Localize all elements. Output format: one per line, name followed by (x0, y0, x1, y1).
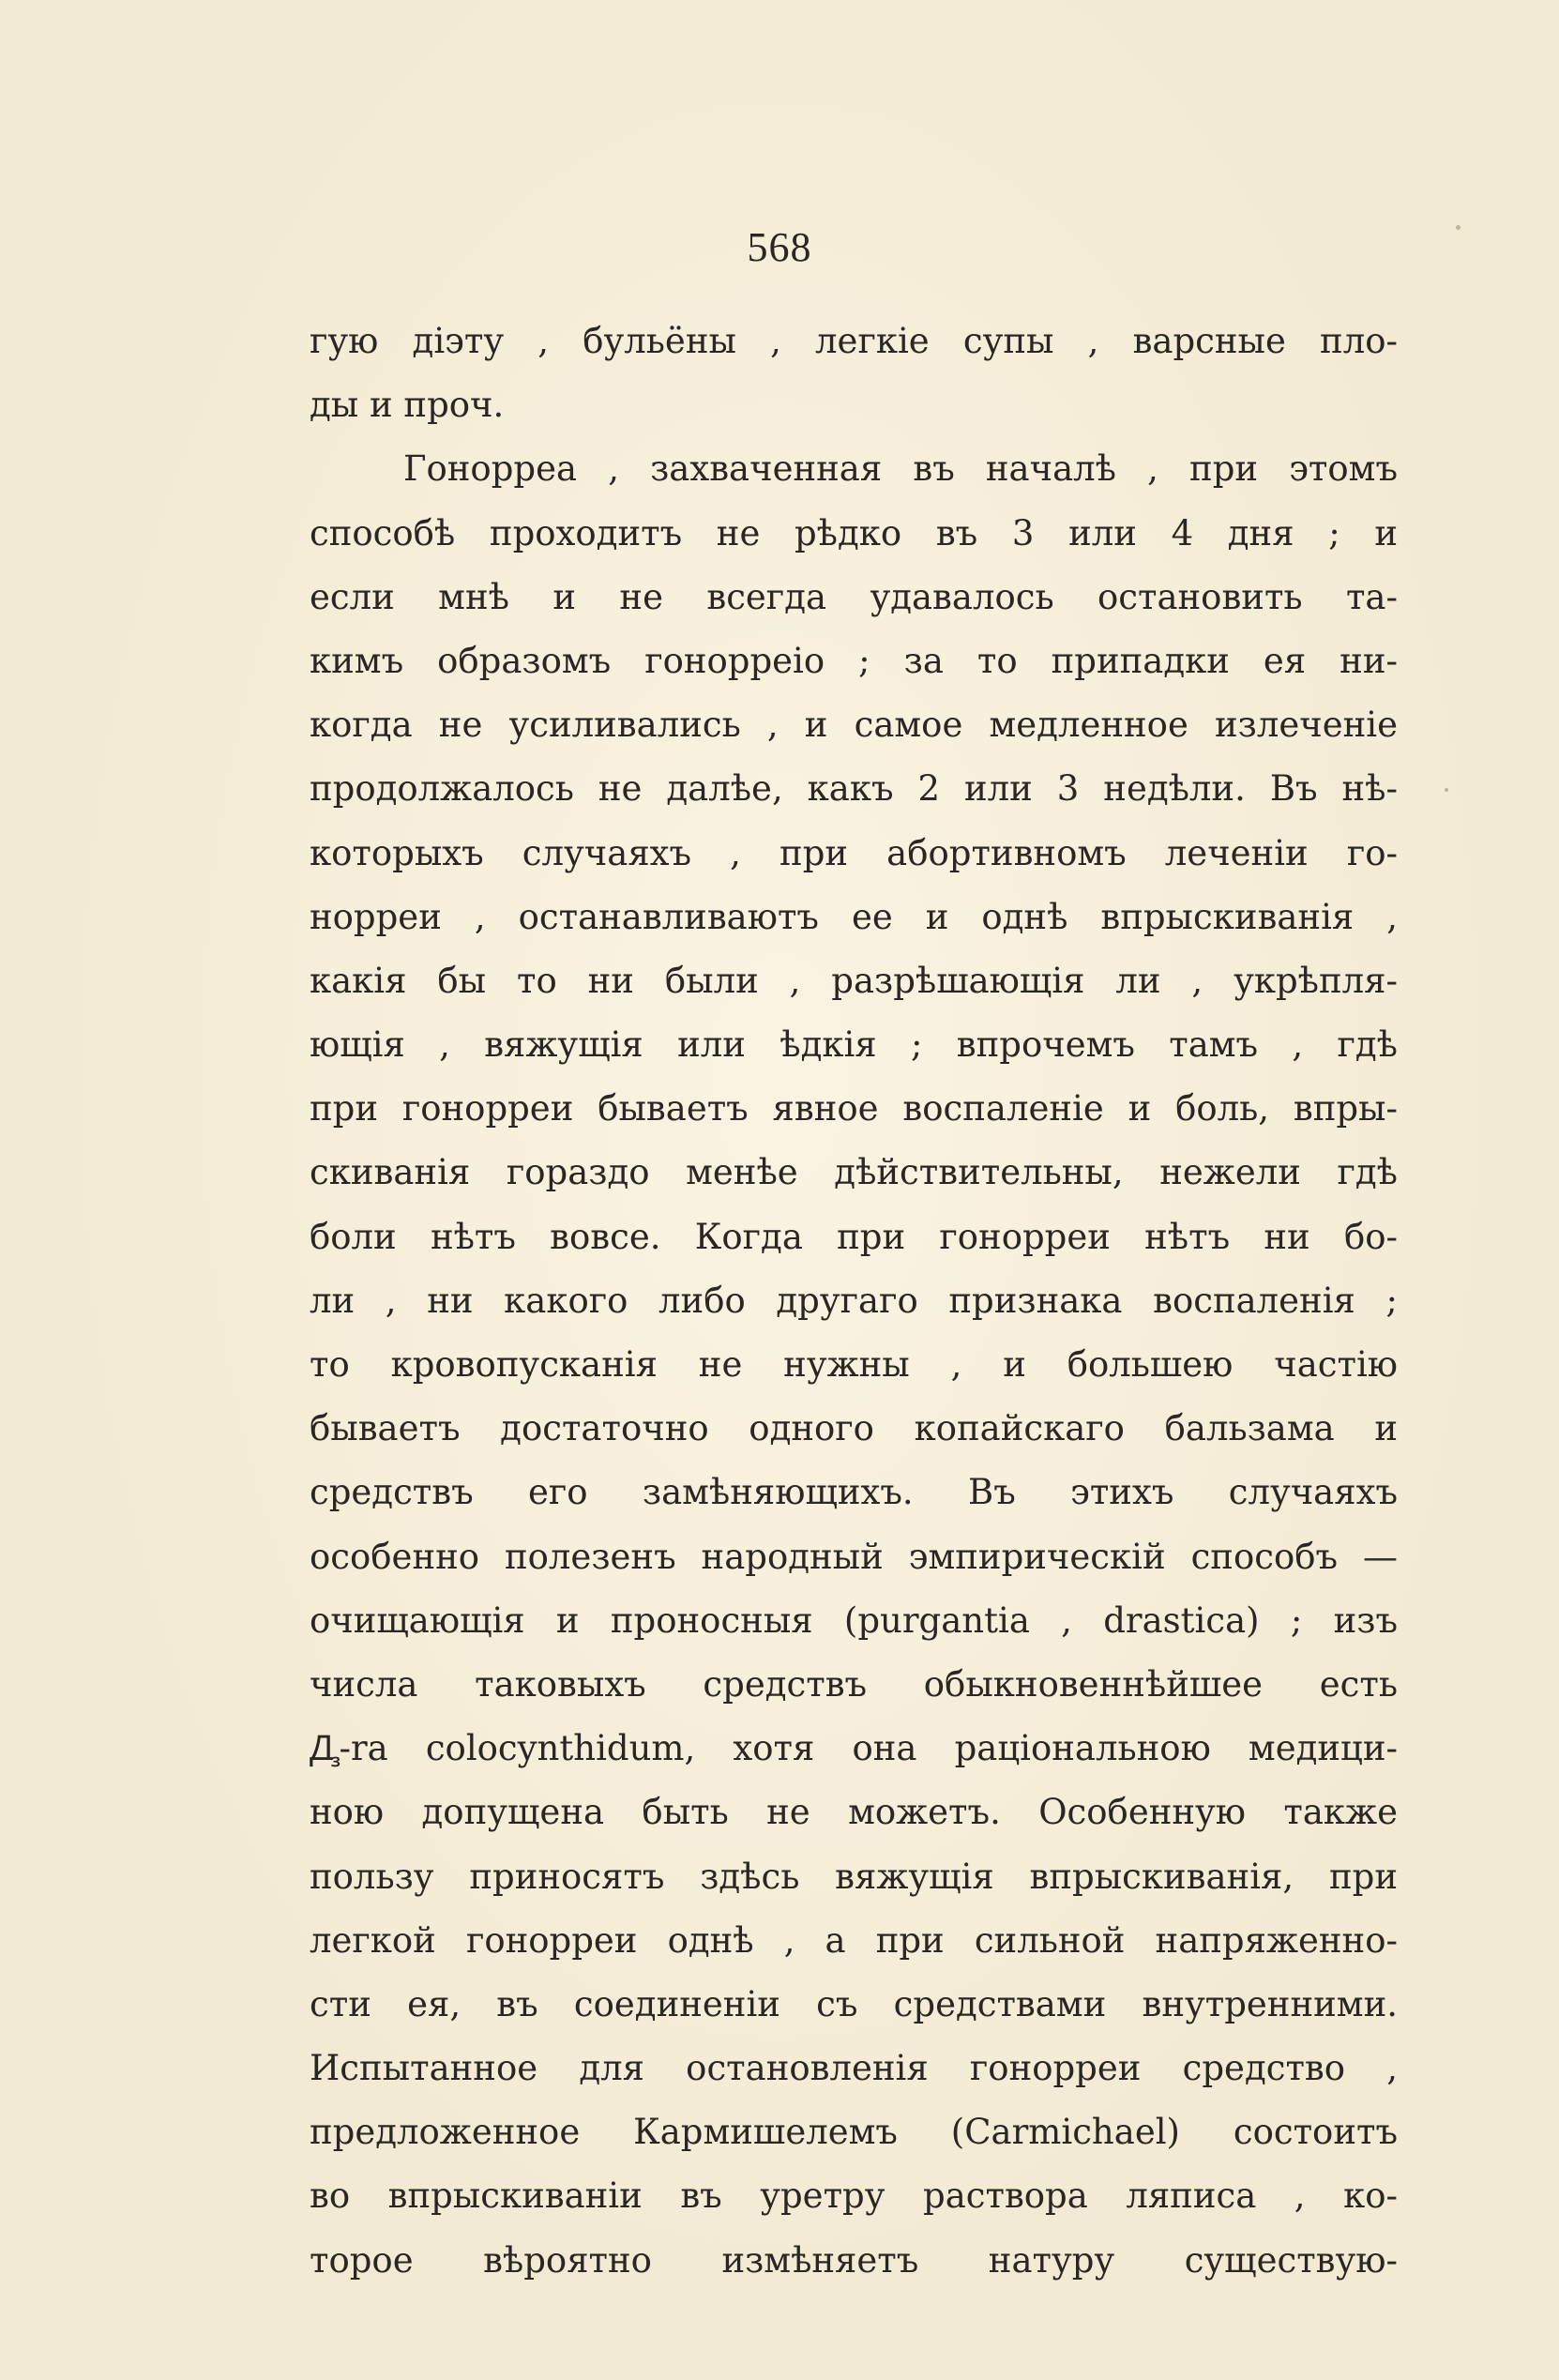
text-line: норреи , останавливаютъ ее и однѣ впрыскиванія , (310, 896, 1398, 937)
text-line: боли нѣтъ вовсе. Когда при гонорреи нѣтъ ни бо- (310, 1216, 1398, 1257)
body-text (310, 310, 1398, 2293)
text-line: ющія , вяжущія или ѣдкія ; впрочемъ тамъ , гдѣ (310, 1024, 1398, 1066)
text-line: средствъ его замѣняющихъ. Въ этихъ случаяхъ (310, 1472, 1398, 1513)
text-line: гую діэту , бульёны , легкіе супы , варсные пло- (310, 321, 1398, 361)
text-line: легкой гонорреи однѣ , а при сильной напряженно- (310, 1919, 1398, 1961)
text-line: Гонорреа , захваченная въ началѣ , при этомъ (403, 448, 1398, 490)
text-line: Испытанное для остановленія гонорреи средство , (310, 2048, 1398, 2089)
text-line: торое вѣроятно измѣняетъ натуру существую- (310, 2239, 1398, 2281)
text-line: во впрыскиваніи въ уретру раствора ляписа , ко- (310, 2175, 1398, 2217)
text-line: скиванія гораздо менѣе дѣйствительны, нежели гдѣ (310, 1152, 1398, 1193)
text-line: пользу приносятъ здѣсь вяжущія впрыскиванія, при (310, 1856, 1398, 1897)
text-line: которыхъ случаяхъ , при абортивномъ леченіи го- (310, 832, 1398, 873)
page-number: 568 (747, 224, 812, 270)
paper-speck (1445, 788, 1448, 792)
text-line: предложенное Кармишелемъ (Carmichael) состоитъ (310, 2112, 1398, 2153)
text-line: числа таковыхъ средствъ обыкновеннѣйшее есть (310, 1663, 1398, 1705)
text-line: особенно полезенъ народный эмпирическій способъ — (310, 1536, 1398, 1577)
text-line: способѣ проходитъ не рѣдко въ 3 или 4 дня ; и (310, 512, 1398, 553)
text-line: если мнѣ и не всегда удавалось остановить та- (310, 576, 1398, 617)
text-line: то кровопусканія не нужны , и большею частію (310, 1344, 1398, 1385)
text-line: когда не усиливались , и самое медленное излеченіе (310, 705, 1398, 746)
text-line: продолжалось не далѣе, какъ 2 или 3 недѣли. Въ нѣ- (310, 768, 1398, 810)
text-line: ли , ни какого либо другаго признака воспаленія ; (310, 1280, 1398, 1321)
text-line: какія бы то ни были , разрѣшающія ли , укрѣпля- (310, 960, 1398, 1001)
text-line: сти ея, въ соединеніи съ средствами внутренними. (310, 1983, 1398, 2024)
text-line: ды и проч. (310, 385, 505, 426)
text-line: очищающія и проносныя (purgantia , drastica) ; изъ (310, 1599, 1398, 1641)
text-line: Ꚉ-ra colocynthidum, хотя она раціональною медици- (310, 1728, 1398, 1769)
text-line: при гонорреи бываетъ явное воспаленіе и боль, впры- (310, 1088, 1398, 1129)
paper-speck (1456, 225, 1461, 230)
text-line: ною допущена быть не можетъ. Особенную также (310, 1792, 1398, 1833)
text-line: бываетъ достаточно одного копайскаго бальзама и (310, 1408, 1398, 1449)
text-line: кимъ образомъ гонорреіо ; за то припадки ея ни- (310, 640, 1398, 681)
